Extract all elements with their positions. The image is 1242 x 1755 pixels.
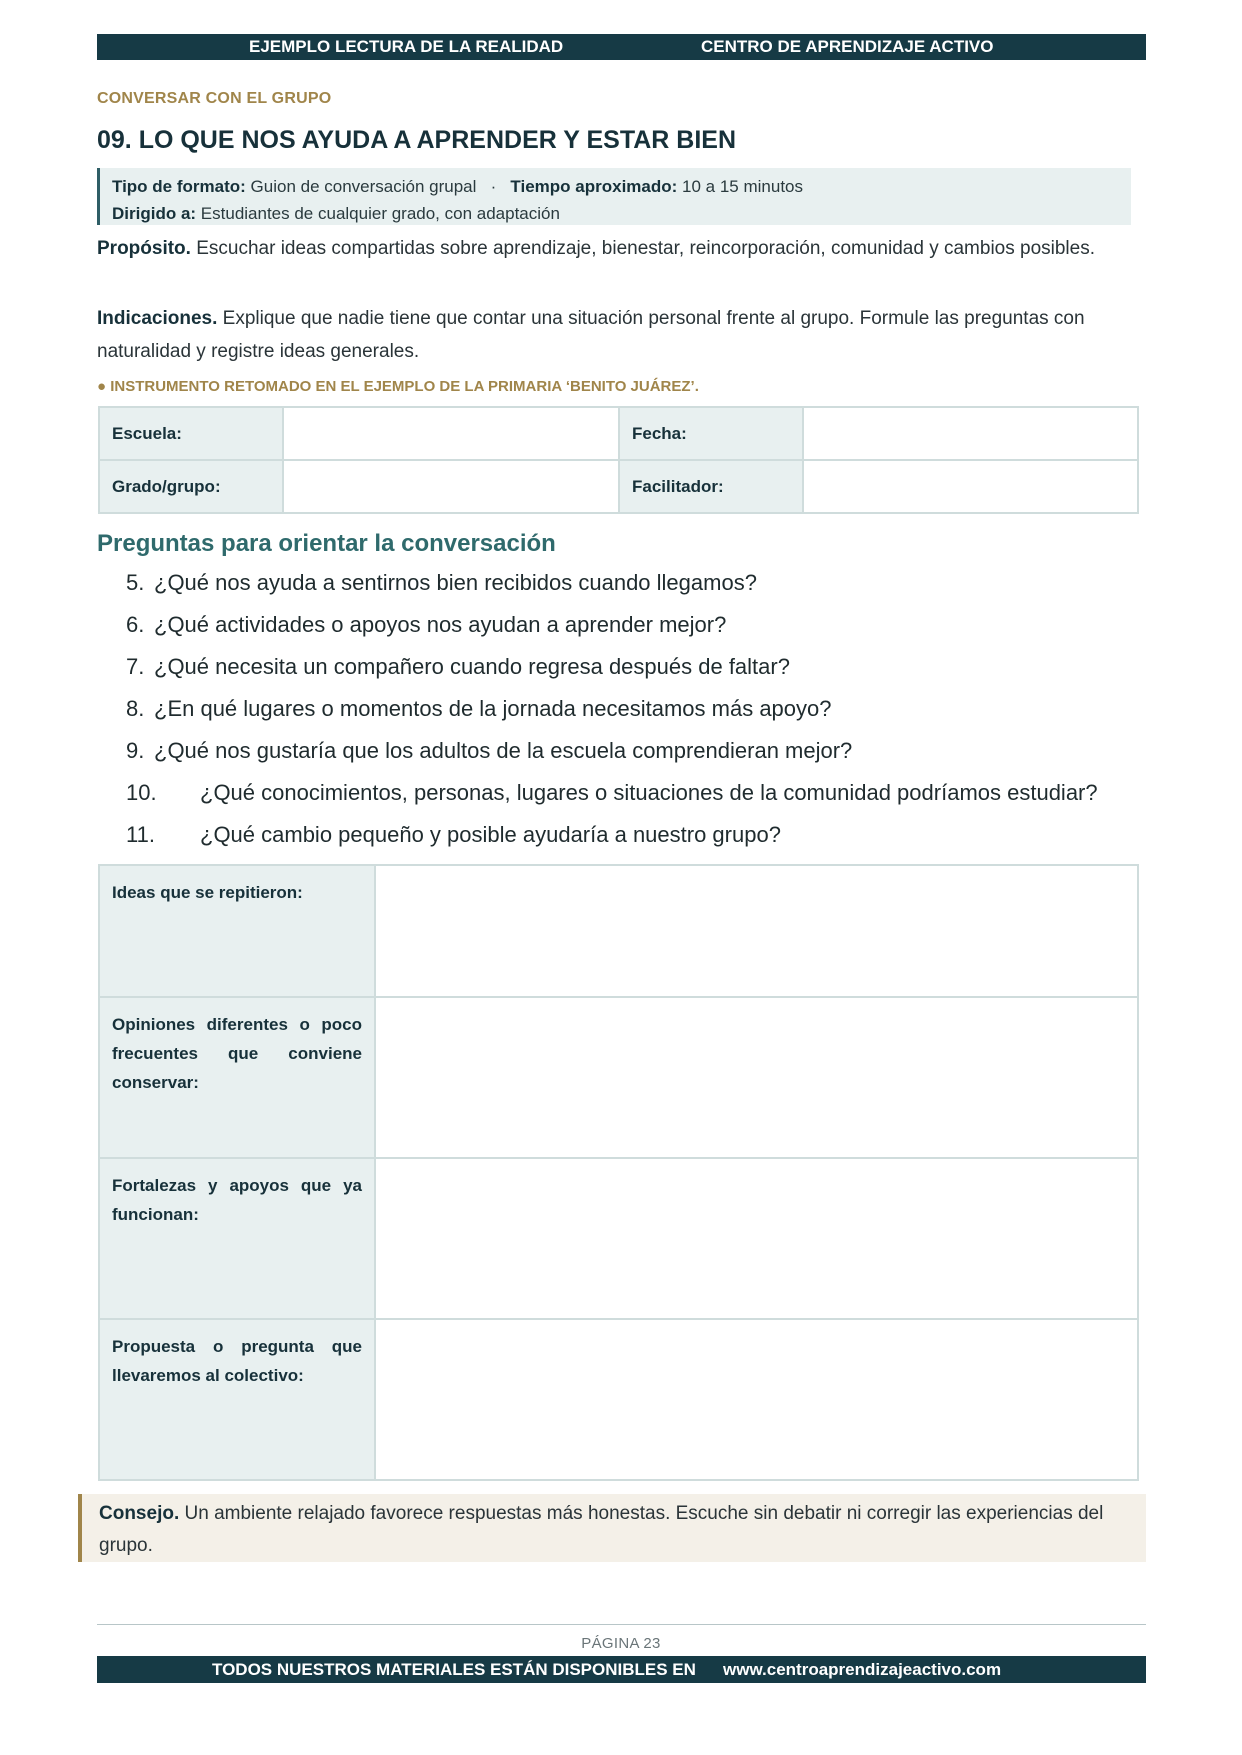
question-number: 10. [126,780,157,805]
question-number: 8. [126,696,145,721]
purpose-label: Propósito. [97,238,191,259]
header-right-text: CENTRO DE APRENDIZAJE ACTIVO [701,37,994,56]
audience-label: Dirigido a: [112,204,197,223]
table-row [99,865,1138,997]
example-note: ● INSTRUMENTO RETOMADO EN EL EJEMPLO DE LA PRIMARIA ‘BENITO JUÁREZ’. [97,378,699,395]
format-label: Tipo de formato: [112,177,246,196]
list-item [126,610,1146,652]
list-item [126,652,1146,694]
footer-website-link[interactable]: www.centroaprendizajeactivo.com [723,1660,1002,1679]
page-footer [97,1656,1146,1683]
instructions-label: Indicaciones. [97,308,218,329]
proposal-field[interactable] [375,1319,1138,1480]
school-label: Escuela: [99,407,283,460]
footer-divider [97,1624,1146,1625]
list-item [126,778,1146,820]
table-row [99,1319,1138,1480]
section-kicker: CONVERSAR CON EL GRUPO [97,90,332,107]
footer-left-text: TODOS NUESTROS MATERIALES ESTÁN DISPONIBLES EN [212,1660,696,1679]
format-line [112,173,1131,200]
school-field[interactable] [283,407,619,460]
list-item [126,736,1146,778]
format-info-box [97,168,1131,225]
instructions-text: Explique que nadie tiene que contar una situación personal frente al grupo. Formule las preguntas con naturalidad y registre ideas generales. [97,308,1085,362]
list-item [126,694,1146,736]
grade-label: Grado/grupo: [99,460,283,513]
page-title: 09. LO QUE NOS AYUDA A APRENDER Y ESTAR BIEN [97,126,737,154]
table-row [99,1158,1138,1319]
different-opinions-field[interactable] [375,997,1138,1158]
audience-line [112,200,1131,227]
time-label: Tiempo aproximado: [510,177,678,196]
purpose-paragraph [97,232,1146,265]
different-opinions-label: Opiniones diferentes o poco frecuentes que conviene conservar: [99,997,375,1158]
identification-table [98,406,1139,514]
meta-separator: · [490,177,497,196]
question-number: 6. [126,612,145,637]
header-left-text: EJEMPLO LECTURA DE LA REALIDAD [249,37,564,56]
tip-box [78,1494,1146,1562]
grade-field[interactable] [283,460,619,513]
tip-text: Un ambiente relajado favorece respuestas más honestas. Escuche sin debatir ni corregir las experiencias del grupo. [99,1503,1104,1556]
purpose-text: Escuchar ideas compartidas sobre aprendizaje, bienestar, reincorporación, comunidad y cambios posibles. [196,238,1095,259]
question-text: ¿Qué necesita un compañero cuando regresa después de faltar? [154,654,790,679]
strengths-field[interactable] [375,1158,1138,1319]
format-value: Guion de conversación grupal [250,177,477,196]
table-row [99,997,1138,1158]
question-text: ¿Qué cambio pequeño y posible ayudaría a nuestro grupo? [200,822,781,847]
table-row [99,460,1138,513]
question-text: ¿Qué actividades o apoyos nos ayudan a aprender mejor? [154,612,727,637]
date-label: Fecha: [619,407,803,460]
questions-list [126,568,1146,862]
question-number: 5. [126,570,145,595]
strengths-label: Fortalezas y apoyos que ya funcionan: [99,1158,375,1319]
question-number: 9. [126,738,145,763]
audience-value: Estudiantes de cualquier grado, con adaptación [200,204,560,223]
question-text: ¿Qué nos ayuda a sentirnos bien recibidos cuando llegamos? [154,570,757,595]
page-number: PÁGINA 23 [581,1635,661,1652]
facilitator-field[interactable] [803,460,1138,513]
record-table [98,864,1139,1481]
question-number: 7. [126,654,145,679]
table-row [99,407,1138,460]
list-item [126,568,1146,610]
proposal-label: Propuesta o pregunta que llevaremos al colectivo: [99,1319,375,1480]
date-field[interactable] [803,407,1138,460]
tip-label: Consejo. [99,1503,180,1524]
question-text: ¿Qué nos gustaría que los adultos de la escuela comprendieran mejor? [154,738,853,763]
list-item [126,820,1146,862]
question-number: 11. [126,822,155,847]
questions-heading: Preguntas para orientar la conversación [97,530,556,557]
repeated-ideas-label: Ideas que se repitieron: [99,865,375,997]
repeated-ideas-field[interactable] [375,865,1138,997]
page-header [97,34,1146,60]
facilitator-label: Facilitador: [619,460,803,513]
question-text: ¿Qué conocimientos, personas, lugares o situaciones de la comunidad podríamos estudiar? [200,780,1098,805]
time-value: 10 a 15 minutos [682,177,804,196]
instructions-paragraph [97,302,1146,368]
question-text: ¿En qué lugares o momentos de la jornada necesitamos más apoyo? [154,696,832,721]
